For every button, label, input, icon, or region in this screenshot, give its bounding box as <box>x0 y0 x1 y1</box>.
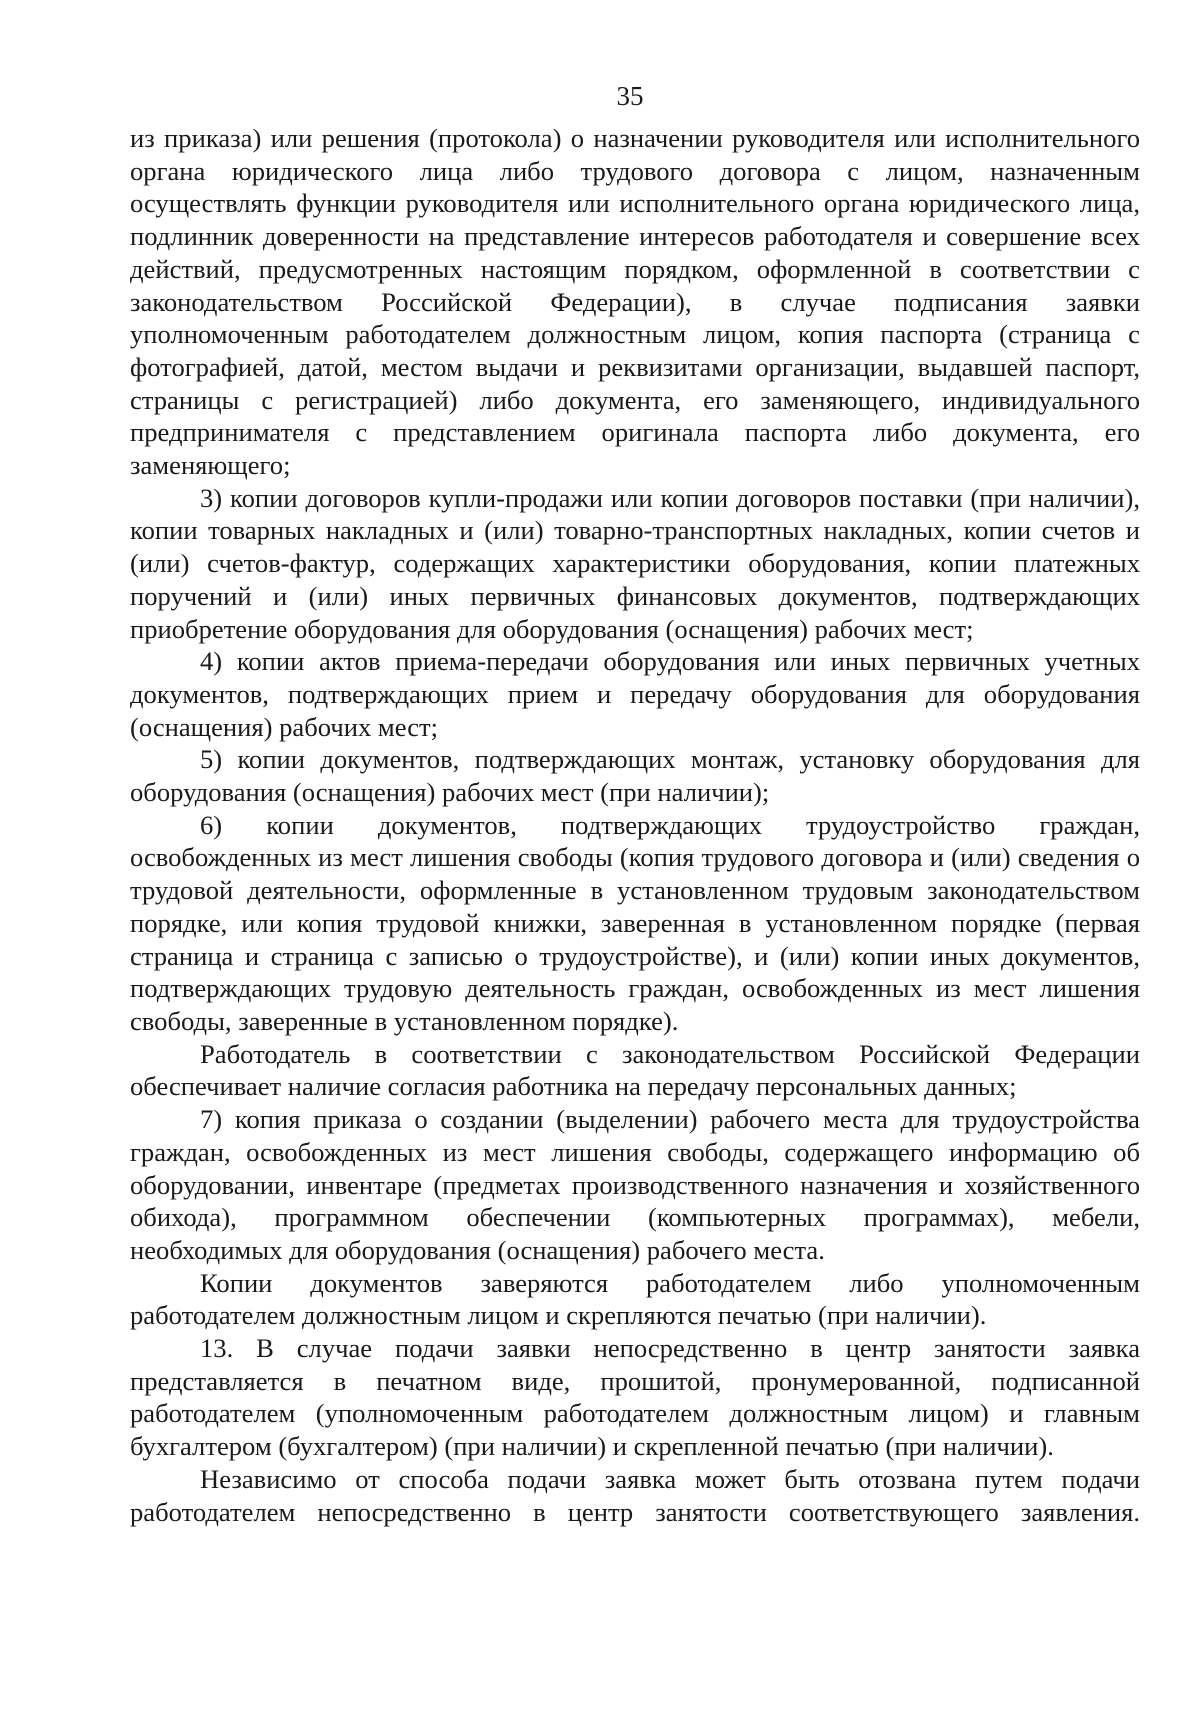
paragraph-withdrawal: Независимо от способа подачи заявка может быть отозвана путем подачи работодателем непосредственно в центр занятости соответствующего заявления. <box>130 1463 1140 1527</box>
paragraph-certification: Копии документов заверяются работодателем либо уполномоченным работодателем должностным лицом и скрепляются печатью (при наличии). <box>130 1267 1140 1331</box>
paragraph-item-6: 6) копии документов, подтверждающих трудоустройство граждан, освобожденных из мест лишения свободы (копия трудового договора и (или) сведения о трудовой деятельности, оформленные в установленном трудовым законодательством порядке, или копия трудовой книжки, заверенная в установленном порядке (первая страница и страница с записью о трудоустройстве), и (или) копии иных документов, подтверждающих трудовую деятельность граждан, освобожденных из мест лишения свободы, заверенные в установленном порядке). <box>130 809 1140 1036</box>
page-number: 35 <box>616 81 644 111</box>
paragraph-item-7: 7) копия приказа о создании (выделении) рабочего места для трудоустройства граждан, освобожденных из мест лишения свободы, содержащего информацию об оборудовании, инвентаре (предметах производственного назначения и хозяйственного обихода), программном обеспечении (компьютерных программах), мебели, необходимых для оборудования (оснащения) рабочего места. <box>130 1104 1140 1265</box>
paragraph-section-13: 13. В случае подачи заявки непосредственно в центр занятости заявка представляется в печатном виде, прошитой, пронумерованной, подписанной работодателем (уполномоченным работодателем должностным лицом) и главным бухгалтером (бухгалтером) (при наличии) и скрепленной печатью (при наличии). <box>130 1333 1140 1462</box>
paragraph-item-3: 3) копии договоров купли-продажи или копии договоров поставки (при наличии), копии товарных накладных и (или) товарно-транспортных накладных, копии счетов и (или) счетов-фактур, содержащих характеристики оборудования, копии платежных поручений и (или) иных первичных финансовых документов, подтверждающих приобретение оборудования для оборудования (оснащения) рабочих мест; <box>130 482 1140 644</box>
paragraph-item-4: 4) копии актов приема-передачи оборудования или иных первичных учетных документов, подтверждающих прием и передачу оборудования для оборудования (оснащения) рабочих мест; <box>130 646 1140 742</box>
document-body <box>130 122 1140 1528</box>
paragraph-continuation: из приказа) или решения (протокола) о назначении руководителя или исполнительного органа юридического лица либо трудового договора с лицом, назначенным осуществлять функции руководителя или исполнительного органа юридического лица, подлинник доверенности на представление интересов работодателя и совершение всех действий, предусмотренных настоящим порядком, оформленной в соответствии с законодательством Российской Федерации), в случае подписания заявки уполномоченным работодателем должностным лицом, копия паспорта (страница с фотографией, датой, местом выдачи и реквизитами организации, выдавшей паспорт, страницы с регистрацией) либо документа, его заменяющего, индивидуального предпринимателя с представлением оригинала паспорта либо документа, его заменяющего; <box>130 123 1140 481</box>
paragraph-consent: Работодатель в соответствии с законодательством Российской Федерации обеспечивает наличие согласия работника на передачу персональных данных; <box>130 1038 1140 1102</box>
paragraph-item-5: 5) копии документов, подтверждающих монтаж, установку оборудования для оборудования (оснащения) рабочих мест (при наличии); <box>130 744 1140 808</box>
